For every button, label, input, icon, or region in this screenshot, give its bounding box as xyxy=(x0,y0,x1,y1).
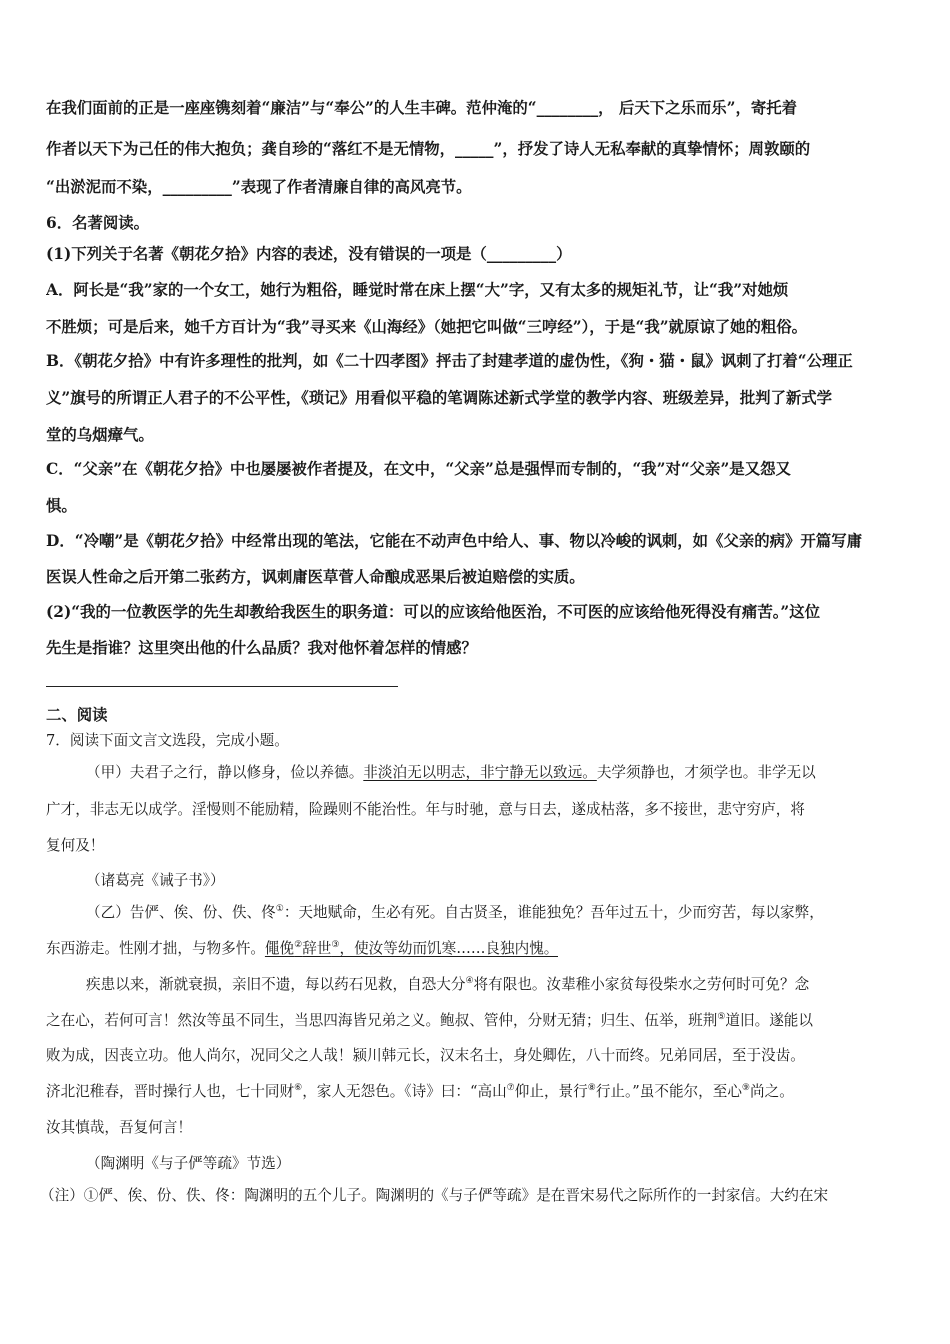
q6-option-b-line-2: 义”旗号的所谓正人君子的不公平性，《琐记》用看似平稳的笔调陈述新式学堂的教学内容、班级差异，批判了新式学 xyxy=(46,389,833,407)
note-marker-3: ③ xyxy=(331,940,340,951)
note-marker-1: ① xyxy=(275,904,284,915)
yi-p2-line-1-post: 将有限也。汝辈稚小家贫每役柴水之劳何时可免？念 xyxy=(473,976,810,993)
q6-title: 6．名著阅读。 xyxy=(46,214,150,232)
q5-line-2: 作者以天下为己任的伟大抱负；龚自珍的“落红不是无情物，_____”，抒发了诗人无私奉献的真挚情怀；周敦颐的 xyxy=(46,140,811,158)
note-marker-9: ⑨ xyxy=(741,1083,750,1094)
yi-p2-line-1 xyxy=(46,975,809,995)
yi-p2-line-4-mid: ，家人无怨色。《诗》曰：“高山 xyxy=(302,1083,507,1100)
yi-line-2 xyxy=(46,939,558,959)
jia-source: （诸葛亮《诫子书》） xyxy=(86,872,225,889)
annotation-note: （注）①俨、俟、份、佚、佟：陶渊明的五个儿子。陶渊明的《与子俨等疏》是在晋宋易代之际所作的一封家信。大约在宋 xyxy=(40,1187,829,1204)
yi-p2-line-2-post: 道旧。遂能以 xyxy=(725,1012,813,1029)
jia-line-1-post: 夫学须静也，才须学也。非学无以 xyxy=(596,764,816,781)
note-marker-5: ⑤ xyxy=(717,1012,726,1023)
jia-underlined-sentence: 非淡泊无以明志，非宁静无以致远。 xyxy=(363,764,597,781)
yi-p2-line-4-mid2: 仰止，景行 xyxy=(514,1083,588,1100)
yi-ul-part-b: 辞世 xyxy=(302,940,332,957)
yi-line-1-post: ：天地赋命，生必有死。自古贤圣，谁能独免？吾年过五十，少而穷苦，每以家弊， xyxy=(283,904,824,921)
yi-p2-line-4 xyxy=(46,1082,794,1102)
q6-option-a-line-1: A．阿长是“我”家的一个女工，她行为粗俗，睡觉时常在床上摆“大”字，又有太多的规矩礼节，让“我”对她烦 xyxy=(46,281,789,299)
q6-option-d-line-1: D．“冷嘲”是《朝花夕拾》中经常出现的笔法，它能在不动声色中给人、事、物以冷峻的讽刺，如《父亲的病》开篇写庸 xyxy=(46,532,862,550)
yi-source: （陶渊明《与子俨等疏》节选） xyxy=(86,1155,291,1172)
yi-p2-line-5: 汝其慎哉，吾复何言！ xyxy=(46,1119,192,1136)
note-marker-6: ⑥ xyxy=(294,1083,303,1094)
q6-option-b-line-3: 堂的乌烟瘴气。 xyxy=(46,426,154,444)
note-marker-4: ④ xyxy=(465,976,474,987)
jia-line-1 xyxy=(46,763,816,783)
yi-p2-line-2-pre: 之在心，若何可言！然汝等虽不同生，当思四海皆兄弟之义。鲍叔、管仲，分财无猜；归生、伍举，班荆 xyxy=(46,1012,718,1029)
note-marker-2: ② xyxy=(294,940,303,951)
q5-line-3: “出淤泥而不染，_________”表现了作者清廉自律的高风亮节。 xyxy=(46,178,472,196)
note-marker-7: ⑦ xyxy=(506,1083,515,1094)
answer-blank-line xyxy=(46,686,398,687)
q6-option-a-line-2: 不胜烦；可是后来，她千方百计为“我”寻买来《山海经》（她把它叫做“三哼经”），于是“我”就原谅了她的粗俗。 xyxy=(46,318,808,336)
jia-line-3: 复何及！ xyxy=(46,837,105,854)
yi-underlined-sentence xyxy=(265,940,558,957)
yi-ul-part-c: ，使汝等幼而饥寒……良独内愧。 xyxy=(339,940,559,957)
jia-line-1-pre: （甲）夫君子之行，静以修身，俭以养德。 xyxy=(86,764,364,781)
yi-p2-line-1-pre: 疾患以来，渐就衰损，亲旧不遗，每以药石见救，自恐大分 xyxy=(86,976,466,993)
q7-title: 7．阅读下面文言文选段，完成小题。 xyxy=(46,732,289,749)
yi-p2-line-4-post: 尚之。 xyxy=(750,1083,794,1100)
section-2-title: 二、阅读 xyxy=(46,706,108,724)
yi-line-1-pre: （乙）告俨、俟、份、佚、佟 xyxy=(86,904,276,921)
yi-ul-part-a: 僶俛 xyxy=(264,940,295,957)
q6-option-b-line-1: B．《朝花夕拾》中有许多理性的批判，如《二十四孝图》抨击了封建孝道的虚伪性，《狗・猫・鼠》讽刺了打着“公理正 xyxy=(46,352,853,370)
note-marker-8: ⑧ xyxy=(587,1083,596,1094)
q5-line-1: 在我们面前的正是一座座镌刻着“廉洁”与“奉公”的人生丰碑。范仲淹的“________， 后天下之乐而乐”，寄托着 xyxy=(46,99,798,117)
q6-part1-question: (1)下列关于名著《朝花夕拾》内容的表述，没有错误的一项是（_________） xyxy=(46,245,572,263)
yi-p2-line-4-pre: 济北氾稚春，晋时操行人也，七十同财 xyxy=(46,1083,295,1100)
q6-part2-line-1: (2)“我的一位教医学的先生却教给我医生的职务道：可以的应该给他医治，不可医的应该给他死得没有痛苦。”这位 xyxy=(46,603,821,621)
yi-p2-line-3: 败为成，因丧立功。他人尚尔，况同父之人哉！颍川韩元长，汉末名士，身处卿佐，八十而终。兄弟同居，至于没齿。 xyxy=(46,1047,805,1064)
jia-line-2: 广才，非志无以成学。淫慢则不能励精，险躁则不能治性。年与时驰，意与日去，遂成枯落，多不接世，悲守穷庐，将 xyxy=(46,801,805,818)
q6-part2-line-2: 先生是指谁？这里突出他的什么品质？我对他怀着怎样的情感？ xyxy=(46,639,477,657)
yi-line-2-pre: 东西游走。性刚才拙，与物多忤。 xyxy=(46,940,265,957)
q6-option-d-line-2: 医误人性命之后开第二张药方，讽刺庸医草菅人命酿成恶果后被迫赔偿的实质。 xyxy=(46,568,585,586)
yi-line-1 xyxy=(46,903,824,923)
yi-p2-line-2 xyxy=(46,1011,813,1031)
q6-option-c-line-1: C．“父亲”在《朝花夕拾》中也屡屡被作者提及，在文中，“父亲”总是强悍而专制的，“我”对“父亲”是又怨又 xyxy=(46,460,791,478)
q6-option-c-line-2: 惧。 xyxy=(46,497,77,515)
yi-p2-line-4-mid3: 行止。”虽不能尔，至心 xyxy=(595,1083,742,1100)
